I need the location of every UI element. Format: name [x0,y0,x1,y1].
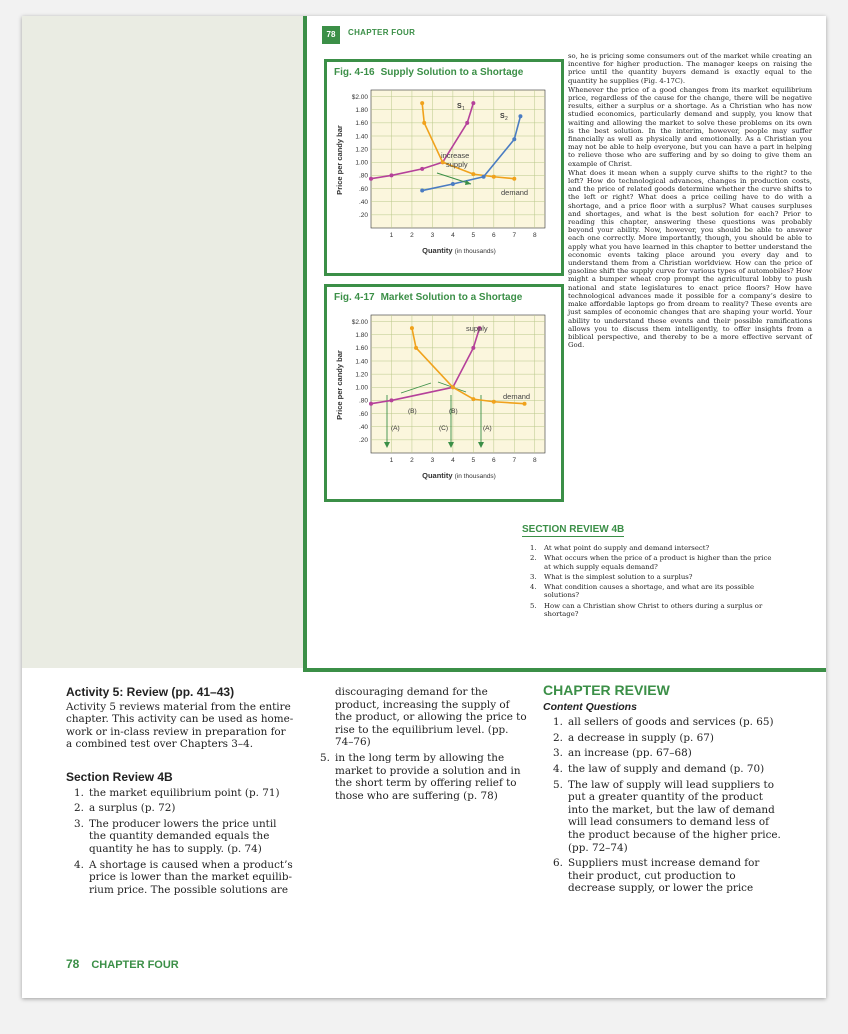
answer-column-3 [543,684,783,898]
s2-label: S [500,113,505,120]
list-item: 3. What is the simplest solution to a surplus? [530,572,693,581]
data-point [420,101,424,105]
answer-continuation: discouraging demand for the product, increasing the supply of the product, or allowing the price to rise to the equilibrium level. (pp. 74–76) [335,686,527,749]
supply-shortage-chart [331,78,555,262]
list-item: 1. all sellers of goods and services (p. 65) [553,716,774,729]
data-point [492,400,496,404]
header-chapter-title: CHAPTER FOUR [348,28,416,37]
x-tick-label: 5 [471,232,476,239]
y-tick-label: 1.20 [355,371,368,379]
figure-title [327,287,561,303]
answer-column-2 [312,686,527,805]
y-axis-title: Price per candy bar [335,350,344,420]
data-point [512,177,516,181]
x-tick-label: 1 [389,232,394,239]
data-point [451,385,455,389]
s2-subscript: 2 [505,116,508,122]
horizontal-divider [303,668,826,672]
data-point [414,346,418,350]
y-tick-label: .20 [358,437,368,445]
data-point [512,137,516,141]
label-b-right: (B) [449,408,458,415]
data-point [389,173,393,177]
list-item: 2. a decrease in supply (p. 67) [553,731,714,744]
s1-subscript: 1 [462,106,465,112]
y-tick-label: 1.80 [355,332,368,340]
activity-text: Activity 5 reviews material from the entire chapter. This activity can be used as homework or in-class review in preparation for a combined test over Chapters 3–4. [66,700,294,751]
paragraph: Whenever the price of a good changes from its market equilibrium price, regardless of the cause for the change, there will be negative results, either a surplus or a shortage. As a Christian who has now studied economics, particularly demand and supply, you know that waiting and allowing the market to solve these problems on its own is the best solution. In the interim, however, people may suffer financially as well as physically and emotionally. As a Christian you may not be able to help everyone, but you can have a part in helping to relieve those who are suffering and by so doing to give them an example of Christ. [568,85,812,168]
data-point [451,182,455,186]
section-review-questions [530,544,780,620]
x-tick-label: 8 [532,457,537,464]
data-point [465,121,469,125]
y-tick-label: .60 [358,185,368,193]
figure-title [327,62,561,78]
figure-4-16 [324,59,564,276]
chapter-review-heading: CHAPTER REVIEW [543,682,670,698]
y-tick-label: .40 [358,424,368,432]
data-point [492,175,496,179]
answer-column-1 [66,686,294,899]
x-tick-label: 2 [410,457,414,464]
y-tick-label: 1.80 [355,107,368,115]
data-point [523,402,527,406]
data-point [471,397,475,401]
footer-chapter-title: CHAPTER FOUR [91,959,179,971]
list-item: 6. Suppliers must increase demand for their product, cut production to decrease supply, or lower the price [553,857,760,895]
data-point [482,175,486,179]
y-tick-label: 1.00 [355,384,368,392]
data-point [410,326,414,330]
data-point [369,402,373,406]
content-questions-heading: Content Questions [543,700,637,713]
data-point [420,189,424,193]
x-tick-label: 7 [512,232,517,239]
list-item: 4. the law of supply and demand (p. 70) [553,762,765,775]
x-tick-label: 2 [410,232,414,239]
x-tick-label: 4 [451,457,455,464]
y-tick-label: 1.60 [355,120,368,128]
activity-heading: Activity 5: Review (pp. 41–43) [66,685,235,699]
y-tick-label: 1.40 [355,358,368,366]
chapter-review-answers [543,716,783,895]
y-tick-label: 1.60 [355,345,368,353]
supply-shift-label: supply [446,160,468,169]
data-point [471,172,475,176]
section-review-answers-heading: Section Review 4B [66,769,173,784]
list-item: 4. A shortage is caused when a product’s price is lower than the market equilibrium price. The possible solutions are [74,858,293,896]
y-axis-title: Price per candy bar [335,125,344,195]
section-review-heading: SECTION REVIEW 4B [522,524,625,535]
x-tick-label: 5 [471,457,476,464]
figure-number: Fig. 4-17 [334,292,375,303]
label-b-left: (B) [408,408,417,415]
market-shortage-chart [331,303,555,487]
figure-4-17 [324,284,564,502]
data-point [369,177,373,181]
demand-label: demand [501,188,529,197]
y-tick-label: .40 [358,199,368,207]
data-point [420,167,424,171]
list-item: 2. What occurs when the price of a product is higher than the price at which supply equals demand? [530,554,772,571]
list-item: 5. The law of supply will lead suppliers to put a greater quantity of the product into the market, but the law of demand will lead consumers to demand less of the product because of the higher price. (pp. 72–74) [553,778,781,854]
label-c: (C) [439,425,449,432]
body-text [568,52,812,350]
list-item: 5. How can a Christian show Christ to others during a surplus or shortage? [530,601,763,619]
label-a-left: (A) [391,425,400,432]
list-item: 3. an increase (pp. 67–68) [553,747,692,760]
vertical-divider [303,16,307,672]
data-point [471,346,475,350]
book-page [22,16,826,998]
figure-number: Fig. 4-16 [334,67,375,78]
x-tick-label: 7 [512,457,517,464]
x-tick-label: 3 [430,232,435,239]
list-item: 1. At what point do supply and demand intersect? [530,544,710,552]
y-tick-label: 1.40 [355,133,368,141]
paragraph: What does it mean when a supply curve shifts to the right? to the left? How do technological advances, changes in production costs, and the price of related goods determine whether the curve shifts to the left or right? What does a price ceiling have to do with a shortage, and a price floor with a surplus? What causes surpluses and shortages, and what is the best solution for each? Prior to reading this chapter, answering these questions was probably beyond your ability. Now, however, you should be able to answer each one correctly. More importantly, though, you should be able to apply what you have learned in this chapter to better understand the economic events taking place around you every day and to understand them from a Christian worldview. How can the price of gasoline shift the supply curve for various types of automobiles? How might a bumper wheat crop prompt the agricultural lobby to push national and state legislatures to enact price floors? How have technological advances made it possible for a company’s desire to make affordable laptops go from dream to reality? These events are just samples of economic changes that are shaping your world. Your ability to understand these events and their possible ramifications allows you to discuss them intelligently, to offer insights from a biblical perspective, and thereby to be a more effective servant of God. [568,168,812,350]
x-axis-title: Quantity (in thousands) [422,246,496,255]
left-margin-panel [22,16,303,668]
list-item: 5. in the long term by allowing the market to provide a solution and in the short term by offering relief to those who are suffering (p. 78) [320,751,521,802]
supply-label: supply [466,324,488,333]
x-tick-label: 8 [532,232,537,239]
s1-label: S [457,103,462,110]
data-point [518,114,522,118]
increase-label: increase [441,151,470,160]
demand-label: demand [503,392,531,401]
section-review-answers [66,787,294,897]
figure-caption: Market Solution to a Shortage [380,292,523,303]
y-tick-label: 1.00 [355,159,368,167]
footer [66,957,179,971]
header-page-number: 78 [322,26,340,44]
x-tick-label: 4 [451,232,455,239]
plot-area [371,315,545,453]
data-point [441,160,445,164]
figure-caption: Supply Solution to a Shortage [380,67,524,78]
y-tick-label: $2.00 [351,93,368,101]
x-tick-label: 3 [430,457,435,464]
list-item: 4. What condition causes a shortage, and what are its possible solutions? [530,583,755,600]
y-tick-label: 1.20 [355,146,368,154]
y-tick-label: $2.00 [351,318,368,326]
paragraph: so, he is pricing some consumers out of the market while creating an incentive for higher production. The manager keeps on raising the price until the quantity buyers demand is exactly equal to the quantity he supplies (Fig. 4-17C). [568,52,812,85]
list-item: 2. a surplus (p. 72) [74,802,176,815]
data-point [422,121,426,125]
y-tick-label: .60 [358,410,368,418]
x-tick-label: 6 [492,232,496,239]
data-point [471,101,475,105]
y-tick-label: .20 [358,212,368,220]
section-review-answers-cont [312,752,527,802]
x-axis-title: Quantity (in thousands) [422,471,496,480]
y-tick-label: .80 [358,397,368,405]
x-tick-label: 6 [492,457,496,464]
x-tick-label: 1 [389,457,394,464]
list-item: 1. the market equilibrium point (p. 71) [74,786,280,799]
data-point [389,398,393,402]
list-item: 3. The producer lowers the price until the quantity demanded equals the quantity he has to supply. (p. 74) [74,817,277,855]
y-tick-label: .80 [358,172,368,180]
label-a-right: (A) [483,425,492,432]
footer-page-number: 78 [66,957,80,971]
